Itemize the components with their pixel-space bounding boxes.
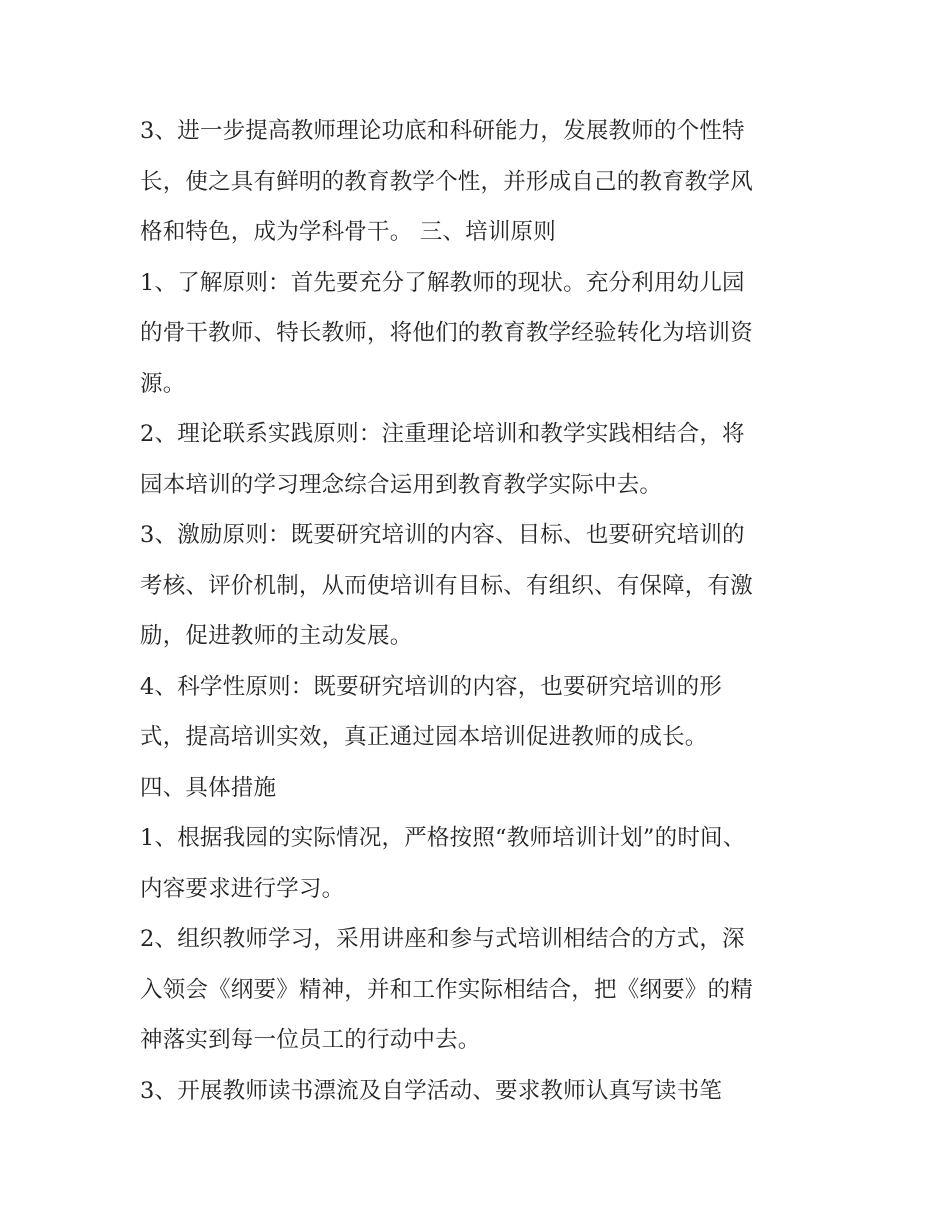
document-body <box>140 106 830 1116</box>
text-line: 内容要求进行学习。 <box>140 875 345 902</box>
text-line: 4、科学性原则：既要研究培训的内容，也要研究培训的形 <box>140 673 723 700</box>
text-line: 入领会《纲要》精神，并和工作实际相结合，把《纲要》的精 <box>140 976 753 1003</box>
text-line: 长，使之具有鲜明的教育教学个性，并形成自己的教育教学风 <box>140 168 753 195</box>
text-line: 2、组织教师学习，采用讲座和参与式培训相结合的方式，深 <box>140 926 745 952</box>
text-line: 式，提高培训实效，真正通过园本培训促进教师的成长。 <box>140 724 708 750</box>
text-line: 1、根据我园的实际情况，严格按照“教师培训计划”的时间、 <box>140 825 746 851</box>
text-line: 3、进一步提高教师理论功底和科研能力，发展教师的个性特 <box>140 118 745 144</box>
section-heading: 四、具体措施 <box>140 774 277 801</box>
text-line: 3、激励原则：既要研究培训的内容、目标、也要研究培训的 <box>140 522 745 548</box>
text-line: 园本培训的学习理念综合运用到教育教学实际中去。 <box>140 471 663 498</box>
text-line: 的骨干教师、特长教师，将他们的教育教学经验转化为培训资 <box>140 320 753 346</box>
text-line: 神落实到每一位员工的行动中去。 <box>140 1027 481 1053</box>
text-line: 源。 <box>140 370 186 397</box>
text-line: 考核、评价机制，从而使培训有目标、有组织、有保障，有激 <box>140 572 753 599</box>
text-line: 2、理论联系实践原则：注重理论培训和教学实践相结合，将 <box>140 421 745 447</box>
text-line: 格和特色，成为学科骨干。 三、培训原则 <box>140 219 556 245</box>
text-line: 3、开展教师读书漂流及自学活动、要求教师认真写读书笔 <box>140 1077 723 1104</box>
text-line: 1、了解原则：首先要充分了解教师的现状。充分利用幼儿园 <box>140 269 745 296</box>
text-line: 励，促进教师的主动发展。 <box>140 623 413 649</box>
